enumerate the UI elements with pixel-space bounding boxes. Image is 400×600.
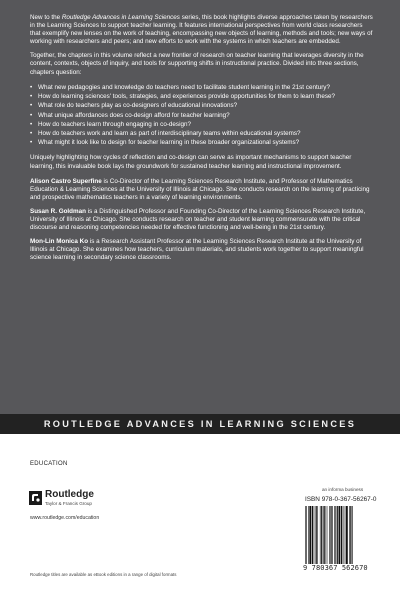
back-cover-footer (0, 434, 400, 600)
barcode-bar (316, 506, 317, 564)
question-item: • What might it look like to design for teacher learning in these broader organizational systems? (30, 139, 374, 147)
barcode-bar (343, 506, 344, 564)
barcode-bar (350, 506, 351, 564)
blurb-content (30, 14, 374, 268)
question-item: • How do teachers work and learn as part of interdisciplinary teams within educational systems? (30, 130, 374, 138)
intro-paragraph-2: Together, the chapters in this volume reflect a new frontier of research on teacher learning that leverages diversity in the content, contexts, objects of inquiry, and tools for supporting shifts in instructional practice. Divided into three sections, chapters question: (30, 52, 364, 76)
barcode-bar (349, 506, 350, 564)
question-item: • How do learning sciences' tools, strategies, and experiences provide opportunities for them to learn these? (30, 93, 374, 101)
series-bar (0, 414, 400, 434)
series-title-italic: Routledge Advances in Learning Sciences (61, 14, 180, 21)
barcode-bar (346, 506, 348, 564)
barcode-bar (305, 506, 306, 564)
barcode-bar (330, 506, 331, 564)
barcode-bar (306, 506, 307, 564)
author-name: Mon-Lin Monica Ko (30, 238, 89, 246)
informa-tagline: an informa business (322, 487, 364, 492)
author-name: Susan R. Goldman (30, 207, 86, 215)
barcode-digits: 9 780367 562670 (303, 564, 368, 572)
routledge-logo-icon (29, 491, 42, 505)
barcode-bar (341, 506, 342, 564)
barcode-bar (308, 506, 309, 564)
barcode-bar (309, 506, 311, 564)
author-bio: Alison Castro Superfine is Co-Director of the Learning Sciences Research Institute, and Professor of Mathematics Education & Learning Sciences at the University of Illinois at Chicago. She conducts research on the learning of practicing and prospective mathematics teachers in a variety of learning environments. (30, 177, 370, 201)
barcode-bar (321, 506, 322, 564)
barcode-icon (305, 506, 378, 566)
barcode-bar (317, 506, 318, 564)
ebook-note: Routledge titles are available as eBook editions in a range of digital formats (30, 572, 177, 577)
barcode-bar (312, 506, 313, 564)
barcode-bar (337, 506, 338, 564)
barcode-bar (323, 506, 324, 564)
publisher-url[interactable]: www.routledge.com/education (30, 515, 100, 521)
author-bio: Susan R. Goldman is a Distinguished Professor and Founding Co-Director of the Learning Sciences Research Institute, University of Illinois at Chicago. She conducts research on teacher and student learning commensurate with the critical discourse and reasoning competencies needed for effective functioning and well-being in the 21st century. (30, 207, 366, 232)
series-bar-label: ROUTLEDGE ADVANCES IN LEARNING SCIENCES (43, 419, 357, 429)
question-item: • What new pedagogies and knowledge do teachers need to facilitate student learning in the 21st century? (30, 84, 374, 92)
barcode-bar (335, 506, 336, 564)
author-name: Alison Castro Superfine (30, 177, 102, 185)
barcode-bar (338, 506, 340, 564)
barcode-bar (320, 506, 321, 564)
question-item: • How do teachers learn through engaging in co-design? (30, 121, 374, 129)
question-item: • What unique affordances does co-design afford for teacher learning? (30, 112, 374, 120)
publisher-subtitle: Taylor & Francis Group (45, 501, 92, 506)
barcode-bar (314, 506, 315, 564)
closing-paragraph: Uniquely highlighting how cycles of reflection and co-design can serve as important mechanisms to support teacher learning, this invaluable book lays the groundwork for sustained teacher learning and instructional improvement. (30, 154, 352, 170)
barcode-bar (327, 506, 328, 564)
intro-paragraph-1: New to the Routledge Advances in Learning Sciences series, this book highlights diverse approaches taken by researchers in the Learning Sciences to support teacher learning. It features international perspectives from world class researchers that exemplify new lenses on the work of teaching, encompassing new objects of learning, methods and tools; new ways of working with researchers and peers; and new efforts to work with the systems in which teachers are embedded. (30, 14, 373, 46)
question-list (30, 84, 374, 148)
isbn-label: ISBN 978-0-367-56267-0 (305, 496, 377, 503)
author-bio: Mon-Lin Monica Ko is a Research Assistant Professor at the Learning Sciences Research Institute at the University of Illinois at Chicago. She examines how teachers, curriculum materials, and students work together to support meaningful science learning in secondary science classrooms. (30, 238, 364, 262)
subject-category: EDUCATION (30, 461, 68, 467)
question-item: • What role do teachers play as co-designers of educational innovations? (30, 102, 374, 110)
barcode-bar (324, 506, 325, 564)
publisher-name: Routledge (45, 489, 94, 500)
barcode-bar (332, 506, 333, 564)
barcode-bar (345, 506, 346, 564)
barcode-bar (352, 506, 353, 564)
barcode-bar (329, 506, 330, 564)
barcode-bar (334, 506, 335, 564)
